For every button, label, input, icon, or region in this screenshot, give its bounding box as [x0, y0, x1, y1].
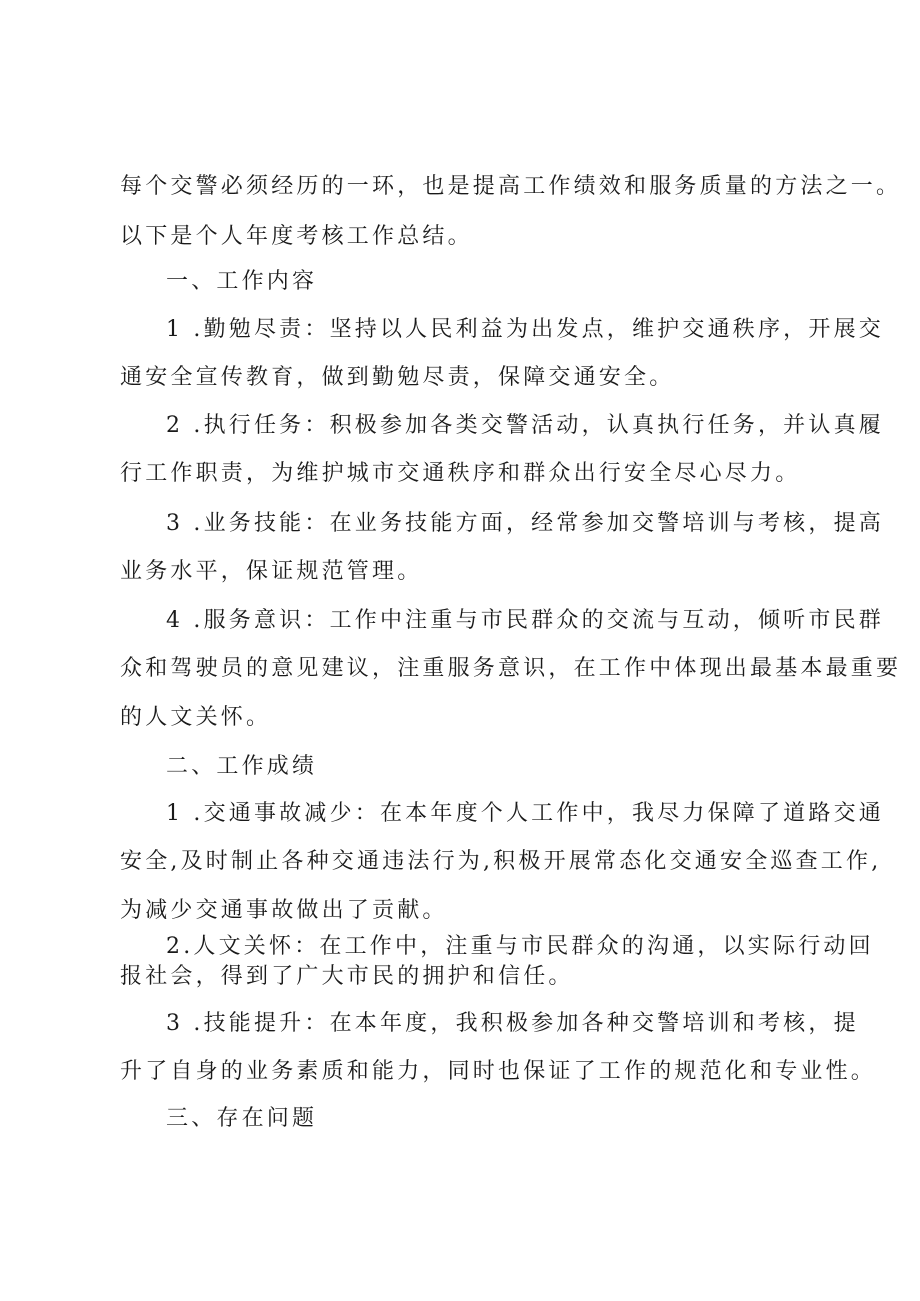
section-3-heading: 三、存在问题: [166, 1106, 318, 1131]
section-2-item-1-line-2: 安全,及时制止各种交通违法行为,积极开展常态化交通安全巡查工作,: [120, 849, 882, 874]
section-1-item-2-line-2: 行工作职责，为维护城市交通秩序和群众出行安全尽心尽力。: [120, 461, 801, 486]
intro-line-2: 以下是个人年度考核工作总结。: [120, 224, 473, 249]
intro-line-1: 每个交警必须经历的一环，也是提高工作绩效和服务质量的方法之一。: [120, 174, 902, 199]
section-2-item-1-line-3: 为减少交通事故做出了贡献。: [120, 898, 448, 923]
section-1-item-4-line-3: 的人文关怀。: [120, 705, 272, 730]
section-2-item-2-line-2: 报社会，得到了广大市民的拥护和信任。: [120, 964, 574, 989]
section-1-item-4-line-1: 4 .服务意识：工作中注重与市民群众的交流与互动，倾听市民群: [166, 608, 884, 633]
section-1-heading: 一、工作内容: [166, 269, 318, 294]
section-2-item-3-line-1: 3 .技能提升：在本年度，我积极参加各种交警培训和考核，提: [166, 1011, 859, 1036]
section-2-heading: 二、工作成绩: [166, 754, 318, 779]
section-2-item-3-line-2: 升了自身的业务素质和能力，同时也保证了工作的规范化和专业性。: [120, 1059, 877, 1084]
section-1-item-1-line-1: 1 .勤勉尽责：坚持以人民利益为出发点，维护交通秩序，开展交: [166, 317, 884, 342]
section-1-item-3-line-2: 业务水平，保证规范管理。: [120, 559, 423, 584]
section-1-item-4-line-2: 众和驾驶员的意见建议，注重服务意识，在工作中体现出最基本最重要: [120, 656, 902, 681]
section-1-item-2-line-1: 2 .执行任务：积极参加各类交警活动，认真执行任务，并认真履: [166, 413, 884, 438]
section-1-item-1-line-2: 通安全宣传教育，做到勤勉尽责，保障交通安全。: [120, 365, 675, 390]
section-1-item-3-line-1: 3 .业务技能：在业务技能方面，经常参加交警培训与考核，提高: [166, 511, 884, 536]
section-2-item-2-line-1: 2.人文关怀：在工作中，注重与市民群众的沟通，以实际行动回: [166, 934, 874, 959]
section-2-item-1-line-1: 1 .交通事故减少：在本年度个人工作中，我尽力保障了道路交通: [166, 801, 884, 826]
